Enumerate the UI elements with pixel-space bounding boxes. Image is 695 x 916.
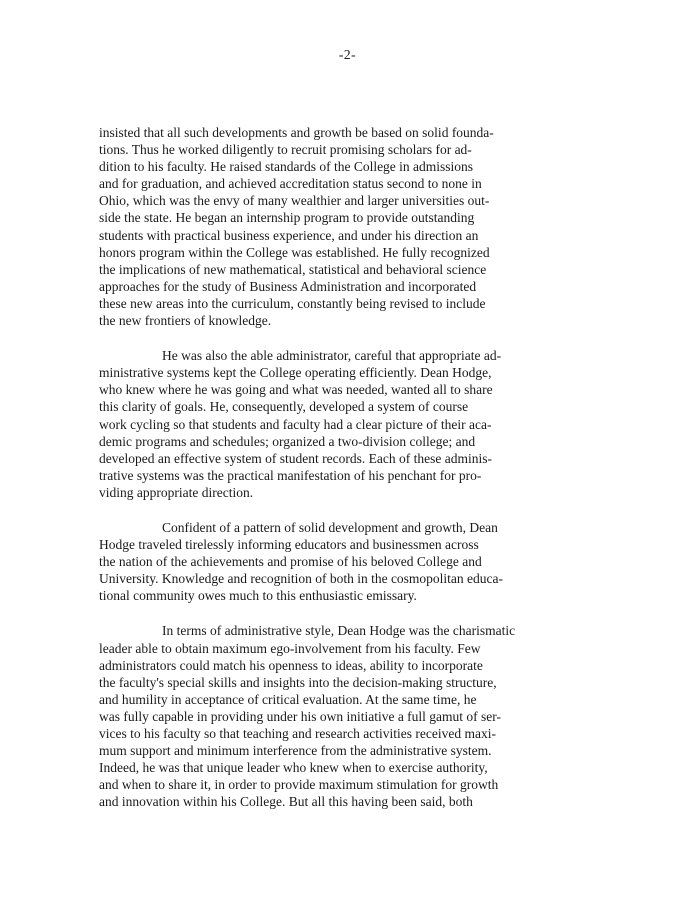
text-line: the nation of the achievements and promise of his beloved College and — [99, 554, 482, 570]
page-number: -2- — [338, 47, 357, 62]
text-line: and when to share it, in order to provide maximum stimulation for growth — [99, 777, 499, 793]
paragraph-3 — [99, 519, 639, 604]
text-line: tions. Thus he worked diligently to recruit promising scholars for ad- — [99, 142, 472, 158]
text-line: He was also the able administrator, careful that appropriate ad- — [162, 348, 502, 364]
text-line: leader able to obtain maximum ego-involvement from his faculty. Few — [99, 640, 481, 656]
text-line: and for graduation, and achieved accreditation status second to none in — [99, 176, 482, 192]
text-line: In terms of administrative style, Dean Hodge was the charismatic — [162, 623, 516, 639]
paragraph-1 — [99, 124, 639, 329]
text-line: viding appropriate direction. — [99, 484, 254, 500]
text-line: dition to his faculty. He raised standards of the College in admissions — [99, 159, 474, 175]
text-line: Confident of a pattern of solid development and growth, Dean — [162, 519, 498, 535]
text-line: demic programs and schedules; organized a two-division college; and — [99, 433, 476, 449]
text-line: work cycling so that students and faculty had a clear picture of their aca- — [99, 416, 492, 432]
text-line: these new areas into the curriculum, constantly being revised to include — [99, 295, 486, 311]
text-line: who knew where he was going and what was needed, wanted all to share — [99, 382, 493, 398]
text-line: administrators could match his openness to ideas, ability to incorporate — [99, 657, 483, 673]
text-line: Hodge traveled tirelessly informing educators and businessmen across — [99, 537, 479, 553]
paragraph-2 — [99, 347, 639, 501]
text-line: students with practical business experience, and under his direction an — [99, 227, 479, 243]
text-line: ministrative systems kept the College operating efficiently. Dean Hodge, — [99, 365, 492, 381]
text-line: Indeed, he was that unique leader who knew when to exercise authority, — [99, 760, 488, 776]
text-line: the new frontiers of knowledge. — [99, 313, 272, 329]
text-line: mum support and minimum interference from the administrative system. — [99, 743, 492, 759]
text-line: and humility in acceptance of critical evaluation. At the same time, he — [99, 691, 477, 707]
text-line: approaches for the study of Business Administration and incorporated — [99, 278, 477, 294]
text-line: insisted that all such developments and growth be based on solid founda- — [99, 125, 494, 140]
text-line: tional community owes much to this enthusiastic emissary. — [99, 588, 417, 604]
text-line: the faculty's special skills and insights into the decision-making structure, — [99, 674, 497, 690]
text-line: Ohio, which was the envy of many wealthier and larger universities out- — [99, 193, 490, 209]
text-line: vices to his faculty so that teaching and research activities received maxi- — [99, 726, 496, 741]
text-line: and innovation within his College. But all this having been said, both — [99, 794, 473, 810]
text-line: honors program within the College was established. He fully recognized — [99, 244, 490, 260]
text-line: University. Knowledge and recognition of both in the cosmopolitan educa- — [99, 571, 504, 587]
text-line: this clarity of goals. He, consequently, developed a system of course — [99, 399, 469, 415]
text-line: the implications of new mathematical, statistical and behavioral science — [99, 261, 487, 277]
text-line: developed an effective system of student records. Each of these adminis- — [99, 450, 492, 466]
text-line: trative systems was the practical manifestation of his penchant for pro- — [99, 467, 482, 483]
paragraph-4 — [99, 622, 639, 810]
text-line: side the state. He began an internship program to provide outstanding — [99, 210, 475, 226]
text-line: was fully capable in providing under his own initiative a full gamut of ser- — [99, 708, 502, 724]
body-text — [99, 124, 639, 828]
